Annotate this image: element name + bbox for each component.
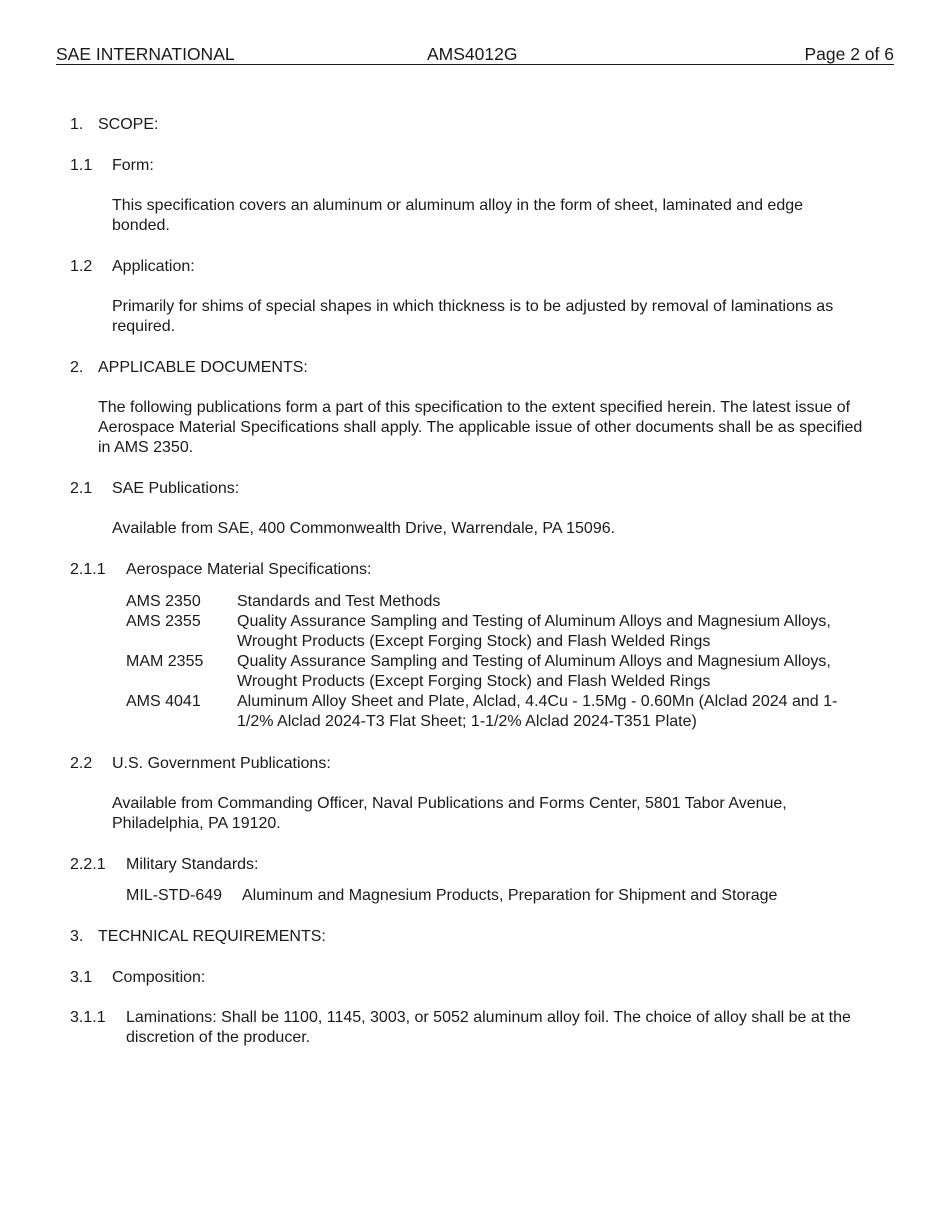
document-code: AMS 2350 [126,593,201,610]
section-2-1-heading [70,479,239,499]
section-number: 3. [70,928,84,945]
header-doc-id: AMS4012G [427,44,518,64]
section-title: SCOPE: [98,116,159,133]
section-number: 2.2 [70,755,93,772]
page-header [56,44,894,65]
section-title: Application: [112,258,195,275]
section-number: 2. [70,359,84,376]
section-body: Laminations: Shall be 1100, 1145, 3003, or 5052 aluminum alloy foil. The choice of alloy shall be at the discretion of the producer. [126,1009,851,1046]
section-title: Aerospace Material Specifications: [126,561,372,578]
ams-document-list [126,592,866,732]
document-title: Standards and Test Methods [237,593,441,610]
section-title: APPLICABLE DOCUMENTS: [98,359,308,376]
section-number: 2.1 [70,480,93,497]
standard-code: MIL-STD-649 [126,887,223,904]
section-1-2-body: Primarily for shims of special shapes in which thickness is to be adjusted by removal of laminations as required. [112,298,834,335]
section-title: Military Standards: [126,856,259,873]
section-1-1-heading [70,156,154,176]
section-2-2-1-heading [70,855,259,875]
section-3-1-1-paragraph [70,1008,870,1048]
section-title: Form: [112,157,154,174]
section-number: 2.2.1 [70,856,106,873]
header-page-number: Page 2 of 6 [804,44,894,64]
section-number: 1.2 [70,258,93,275]
document-row [126,652,866,692]
section-2-2-heading [70,754,331,774]
document-title: Quality Assurance Sampling and Testing of Aluminum Alloys and Magnesium Alloys, Wrought Products (Except Forging Stock) and Flash Welded Rings [237,653,831,690]
document-title: Aluminum Alloy Sheet and Plate, Alclad, 4.4Cu - 1.5Mg - 0.60Mn (Alclad 2024 and 1-1/2% Alclad 2024-T3 Flat Sheet; 1-1/2% Alclad 2024-T351 Plate) [237,693,838,730]
section-3-1-heading [70,968,205,988]
section-title: TECHNICAL REQUIREMENTS: [98,928,326,945]
section-1-heading [70,115,158,135]
section-2-1-body: Available from SAE, 400 Commonwealth Drive, Warrendale, PA 15096. [112,520,616,537]
section-2-body: The following publications form a part of this specification to the extent specified herein. The latest issue of Aerospace Material Specifications shall apply. The applicable issue of other documents shall be as specified in AMS 2350. [98,399,863,456]
document-code: MAM 2355 [126,653,204,670]
section-number: 3.1 [70,969,93,986]
section-2-1-1-heading [70,560,371,580]
document-code: AMS 4041 [126,693,201,710]
section-number: 1. [70,116,84,133]
standard-title: Aluminum and Magnesium Products, Preparation for Shipment and Storage [242,887,778,904]
section-1-1-body: This specification covers an aluminum or aluminum alloy in the form of sheet, laminated and edge bonded. [112,197,804,234]
section-number: 3.1.1 [70,1009,106,1026]
section-number: 2.1.1 [70,561,106,578]
section-3-heading [70,927,326,947]
document-row [126,692,866,732]
section-2-2-body: Available from Commanding Officer, Naval Publications and Forms Center, 5801 Tabor Avenue, Philadelphia, PA 19120. [112,795,787,832]
document-row [126,592,866,612]
section-1-2-heading [70,257,195,277]
section-2-heading [70,358,308,378]
document-code: AMS 2355 [126,613,201,630]
section-number: 1.1 [70,157,93,174]
section-title: Composition: [112,969,206,986]
document-row [126,612,866,652]
header-org: SAE INTERNATIONAL [56,44,235,64]
section-title: U.S. Government Publications: [112,755,331,772]
document-title: Quality Assurance Sampling and Testing of Aluminum Alloys and Magnesium Alloys, Wrought Products (Except Forging Stock) and Flash Welded Rings [237,613,831,650]
military-standard-row [126,886,777,906]
section-title: SAE Publications: [112,480,240,497]
